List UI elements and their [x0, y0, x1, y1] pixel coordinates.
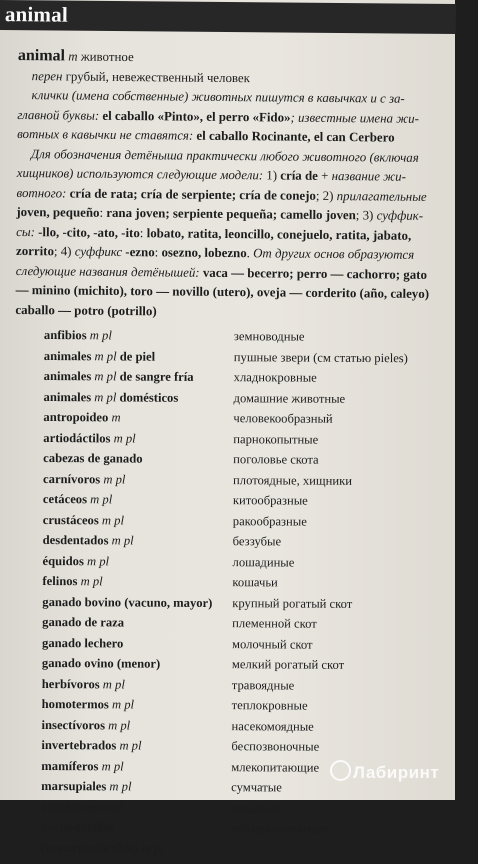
vocabulary-row [42, 635, 472, 658]
entry-text-run: el caballo Rocinante, el can Cerbero [196, 128, 395, 145]
vocabulary-row [43, 512, 473, 535]
grammar-tag: m pl [102, 676, 125, 692]
vocabulary-row [44, 369, 474, 392]
entry-text-run: joven, pequeño [16, 204, 100, 220]
grammar-tag: m pl [101, 758, 124, 773]
russian-translation: лошадиные [232, 554, 295, 570]
vocabulary-row [42, 553, 472, 576]
russian-translation: сумчатые [231, 780, 282, 795]
vocabulary-row [44, 348, 474, 371]
spanish-term [44, 389, 179, 405]
grammar-tag: m [111, 410, 121, 425]
russian-translation: беспозвоночные [231, 739, 320, 754]
spanish-term-word: invertebrados [41, 737, 117, 753]
spanish-term-word: perisodáctilos [40, 819, 116, 835]
entry-text-run: следующие названия детёнышей: [15, 263, 203, 280]
entry-text-run: суффикс [74, 244, 123, 260]
spanish-term [43, 430, 135, 446]
entry-text-run: -llo, -cito, -ato, -ito [38, 224, 140, 240]
spanish-term [43, 492, 112, 507]
russian-translation: домашние животные [233, 390, 346, 406]
grammar-tag: m pl [111, 533, 134, 548]
spanish-term [41, 840, 164, 856]
spanish-term [42, 717, 131, 733]
grammar-tag: m pl [87, 553, 110, 568]
entry-text-run: хищников) используются следующие модели: [16, 165, 267, 183]
spanish-term-word: carnívoros [43, 471, 101, 486]
vocabulary-row [42, 676, 472, 699]
russian-translation: насекомоядные [231, 718, 314, 734]
vocabulary-row [41, 820, 471, 843]
grammar-tag: m pl [90, 492, 113, 507]
spanish-term [42, 615, 124, 630]
vocabulary-row [43, 471, 473, 494]
entry-text-run: Для обозначения детёныша практически любого животного (включая [30, 146, 419, 165]
spanish-term-word: cabezas de ganado [43, 450, 143, 466]
entry-text-run: ; 3) [355, 208, 377, 223]
russian-translation: травоядные [231, 677, 295, 693]
russian-translation: теплокровные [231, 698, 308, 713]
entry-text-run: : [139, 225, 147, 240]
entry-text-run: сы: [16, 224, 39, 239]
vocabulary-row [43, 389, 473, 412]
spanish-term [43, 553, 110, 568]
spanish-term-word: ganado lechero [42, 635, 124, 650]
vocabulary-row [42, 594, 472, 617]
russian-translation: человекообразный [233, 411, 333, 426]
entry-text-run: клички (имена собственные) животных пишутся в кавычках и с за- [31, 88, 405, 106]
russian-translation: кошачьи [232, 575, 278, 590]
spanish-term [41, 779, 131, 795]
entry-text-run: caballo — potro (potrillo) [15, 302, 157, 318]
russian-translation: племенной скот [232, 616, 317, 631]
russian-translation: парнокопытные [233, 431, 319, 447]
entry-text-run: cría de rata; cría de serpiente; cría de conejo [69, 186, 316, 203]
entry-text-run: перен [31, 68, 63, 83]
spanish-term [41, 758, 123, 774]
vocabulary-row [41, 717, 471, 740]
entry-text-run: zorrito [15, 243, 55, 259]
russian-translation: китообразные [232, 493, 308, 508]
entry-text-run: прилагательные [336, 188, 427, 204]
grammar-tag: m pl [103, 471, 126, 487]
russian-translation: крупный рогатый скот [232, 595, 353, 611]
watermark [330, 760, 455, 790]
spanish-term [43, 451, 142, 467]
spanish-term [42, 656, 160, 672]
grammar-tag: m pl [94, 369, 117, 384]
spanish-term-word: marsupiales [41, 778, 107, 794]
grammar-tag: m pl [108, 717, 131, 733]
spanish-term-word: insectívoros [41, 717, 106, 732]
dictionary-entry [15, 46, 478, 324]
spanish-term [41, 799, 123, 814]
spanish-term-word: animales [43, 348, 92, 363]
spanish-term-word: équidos [42, 553, 84, 568]
spanish-term-continuation: de sangre fría [119, 369, 194, 384]
entry-text-run: название жи- [331, 169, 407, 184]
entry-text-run: osezno, lobezno [161, 245, 247, 261]
vocabulary-row [43, 533, 473, 556]
entry-text-run: вотного: [16, 185, 70, 201]
grammar-tag: m pl [109, 779, 132, 794]
grammar-tag: m pl [101, 512, 125, 527]
grammar-tag: m pl [94, 389, 117, 404]
spanish-term [43, 410, 120, 425]
vocabulary-row [42, 615, 472, 638]
russian-translation: беззубые [232, 534, 282, 549]
russian-translation: пушные звери (см статью pieles) [233, 349, 408, 365]
vocabulary-row [43, 410, 473, 433]
entry-text-run: vaca — becerro; perro — cachorro; gato [202, 265, 428, 282]
entry-text-run: cría de [280, 168, 318, 183]
grammar-tag: m pl [94, 348, 117, 363]
entry-text-run: m [68, 49, 78, 64]
spanish-term-word: anfibios [43, 328, 87, 343]
vocabulary-row [43, 430, 473, 453]
entry-text-run: От других основ образуются [253, 246, 415, 262]
spanish-term [44, 369, 194, 385]
spanish-term [43, 512, 124, 527]
vocabulary-row [41, 840, 471, 863]
spanish-term [42, 697, 134, 713]
spanish-term-continuation: domésticos [119, 389, 179, 405]
running-header-word: animal [4, 2, 69, 27]
spanish-term [42, 635, 123, 650]
entry-text-run: 1) [266, 168, 281, 183]
spanish-term [43, 533, 134, 549]
spanish-term [41, 738, 141, 754]
russian-translation: поголовье скота [233, 452, 319, 467]
vocabulary-row [41, 799, 471, 822]
spanish-term [43, 471, 125, 487]
spanish-term-word: animales [43, 368, 92, 384]
entry-text-run: : [99, 205, 107, 220]
entry-text-run: ; 4) [53, 244, 75, 259]
entry-text-run: el caballo «Pinto», el perro «Fido» [102, 108, 291, 125]
entry-text-run: грубый, невежественный человек [62, 68, 251, 85]
vocabulary-row [43, 451, 473, 474]
russian-translation: непарнокопытные [230, 821, 329, 836]
spanish-term-word: antropoideo [43, 409, 109, 425]
spanish-term-word: herbívoros [41, 676, 100, 691]
entry-text-run: животное [77, 49, 134, 65]
vocabulary-row [42, 656, 472, 679]
entry-text-run: -ezno [122, 245, 155, 260]
grammar-tag: m pl [80, 574, 103, 589]
spanish-term-word: animales [43, 389, 92, 404]
russian-translation: плотоядные, хищники [233, 472, 353, 488]
russian-translation: земноводные [233, 329, 305, 344]
entry-text-run: : [154, 245, 162, 260]
vocabulary-row [41, 738, 471, 761]
spanish-term [44, 348, 155, 364]
spanish-term [41, 820, 115, 835]
entry-text-run: . [246, 246, 254, 261]
running-header [0, 0, 456, 34]
entry-text-run: — minino (michito), toro — novillo (utero), oveja — corderito (año, caleyo) [15, 282, 430, 301]
entry-text-run: ; 2) [315, 188, 337, 203]
entry-text-run: + [317, 168, 332, 184]
spanish-term-word: ganado ovino (menor) [41, 655, 161, 671]
spanish-term-word: felinos [42, 573, 78, 589]
grammar-tag: m pl [141, 841, 164, 856]
russian-translation: хладнокровные [233, 370, 317, 385]
grammar-tag: m pl [89, 328, 112, 343]
spanish-term-word: mamíferos [41, 758, 99, 773]
spanish-term-word: ganado de raza [42, 614, 125, 630]
headword: animal [17, 46, 66, 65]
entry-text-run: rana joven; serpiente pequeña; camello joven [106, 205, 356, 223]
grammar-tag: m pl [113, 430, 136, 446]
russian-translation: мелкий рогатый скот [231, 657, 345, 672]
spanish-term-word: cetáceos [42, 491, 88, 507]
grammar-tag: m pl [111, 697, 135, 712]
spanish-term-word: desdentados [42, 532, 109, 548]
entry-text-run: главной буквы: [17, 107, 103, 123]
spanish-term-word: (imparisodáctilos) [40, 840, 139, 856]
spanish-term-word: omnívoros [41, 799, 98, 814]
spanish-term-word: crustáceos [42, 512, 99, 527]
spanish-term [44, 328, 112, 343]
entry-text-run: суффик- [376, 208, 424, 223]
grammar-tag: m pl [100, 799, 123, 814]
entry-text-run: ; известные имена жи- [290, 110, 420, 126]
spanish-term-word: homotermos [41, 696, 109, 712]
vocabulary-row [44, 328, 474, 351]
spanish-term [42, 594, 212, 610]
russian-translation: всеядные [231, 800, 282, 815]
entry-text-run: вотных в кавычки не ставятся: [17, 126, 197, 143]
russian-translation: молочный скот [232, 636, 313, 652]
watermark-text: Лабиринт [353, 763, 440, 782]
russian-translation: млекопитающие [231, 759, 320, 775]
vocabulary-row [42, 697, 472, 720]
spanish-term [42, 574, 102, 589]
grammar-tag: m pl [119, 738, 142, 753]
russian-translation: ракообразные [232, 513, 307, 529]
labirint-logo-icon [330, 760, 351, 781]
spanish-term [42, 676, 125, 692]
spanish-term-word: artiodáctilos [43, 430, 111, 445]
vocabulary-row [42, 574, 472, 597]
spanish-term-word: ganado bovino (vacuno, mayor) [42, 594, 213, 610]
entry-text-run: lobato, ratita, leoncillo, conejuelo, ratita, jabato, [146, 225, 412, 243]
vocabulary-row [43, 492, 473, 515]
spanish-term-continuation: de piel [119, 348, 156, 364]
